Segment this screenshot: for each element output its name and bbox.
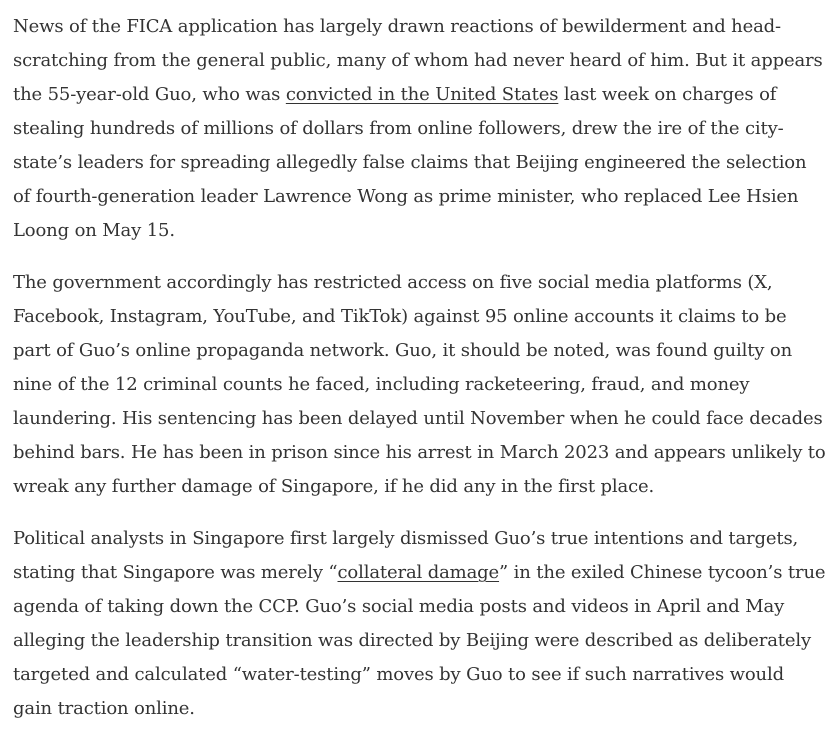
paragraph-text: Political analysts in Singapore first largely dismissed Guo’s true intentions and targets, stating that Singapore was merely “ bbox=[13, 528, 799, 583]
paragraph-text: News of the FICA application has largely drawn reactions of bewilderment and head-scratching from the general public, many of whom had never heard of him. But it appears the 55-year-old Guo, who was bbox=[13, 16, 823, 105]
link-collateral-damage[interactable]: collateral damage bbox=[337, 562, 500, 583]
paragraph-fica-reactions bbox=[13, 10, 826, 248]
paragraph-text: last week on charges of stealing hundreds of millions of dollars from online followers, drew the ire of the city-state’s leaders for spreading allegedly false claims that Beijing engineered the selection of fourth-generation leader Lawrence Wong as prime minister, who replaced Lee Hsien Loong on May 15. bbox=[13, 84, 807, 241]
paragraph-political-analysts bbox=[13, 522, 826, 726]
paragraph-restricted-access bbox=[13, 266, 826, 504]
paragraph-text: The government accordingly has restricted access on five social media platforms (X, Facebook, Instagram, YouTube, and TikTok) against 95 online accounts it claims to be part of Guo’s online propaganda network. Guo, it should be noted, was found guilty on nine of the 12 criminal counts he faced, including racketeering, fraud, and money laundering. His sentencing has been delayed until November when he could face decades behind bars. He has been in prison since his arrest in March 2023 and appears unlikely to wreak any further damage of Singapore, if he did any in the first place. bbox=[13, 272, 826, 497]
paragraph-text: ” in the exiled Chinese tycoon’s true agenda of taking down the CCP. Guo’s social media posts and videos in April and May alleging the leadership transition was directed by Beijing were described as deliberately targeted and calculated “water-testing” moves by Guo to see if such narratives would gain traction online. bbox=[13, 562, 826, 719]
link-convicted-in-the-united-states[interactable]: convicted in the United States bbox=[285, 84, 559, 105]
